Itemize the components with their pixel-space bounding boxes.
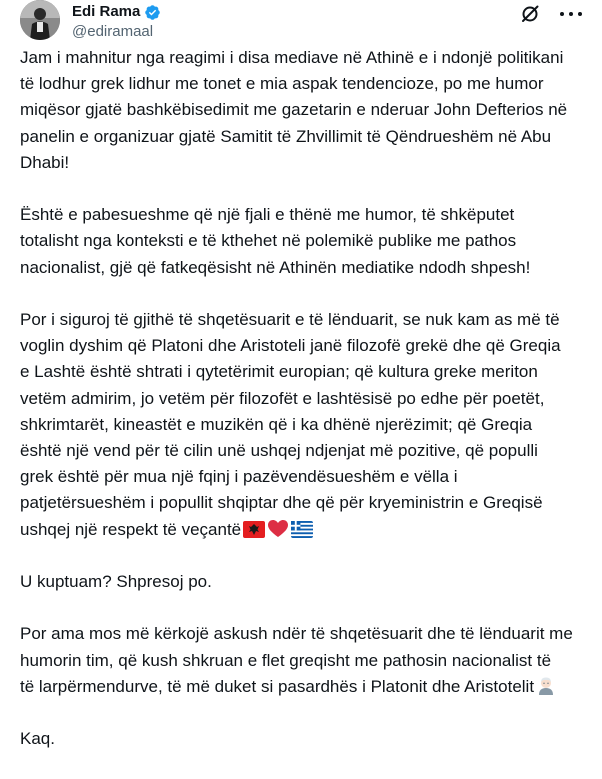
tweet-header: [20, 0, 582, 48]
tweet-paragraph: Është e pabesueshme që një fjali e thënë me humor, të shkëputet totalisht nga konteksti e të kthehet në polemikë publike me pathos nacionalist, gjë që fatkeqësisht në Athinën mediatike ndodh shpesh!: [20, 205, 531, 277]
grok-icon[interactable]: [520, 4, 540, 24]
tweet-paragraph: Jam i mahnitur nga reagimi i disa mediave në Athinë e i ndonjë politikani të lodhur grek lidhur me tonet e mia aspak tendencioze, po me humor miqësor gjatë bashkëbisedimit me gazetarin e nderuar John Defterios në panelin e organizuar gjatë Samitit të Zhvillimit të Qëndrueshëm në Abu Dhabi!: [20, 48, 568, 172]
more-dot: [560, 12, 564, 16]
greece-flag-icon: [291, 521, 313, 538]
albania-flag-icon: [243, 521, 265, 538]
avatar-photo-icon: [20, 0, 60, 40]
tweet-text: [20, 45, 586, 779]
man-emoji-icon: [536, 675, 556, 695]
author-display-name[interactable]: Edi Rama: [72, 3, 141, 20]
tweet-paragraph-with-emojis: [20, 307, 586, 543]
more-dot: [569, 12, 573, 16]
author-name-row: [72, 2, 161, 22]
more-options-icon[interactable]: [560, 4, 582, 24]
more-dot: [578, 12, 582, 16]
tweet-paragraph: Kaq.: [20, 729, 55, 749]
tweet-paragraph-with-emoji: [20, 621, 586, 700]
author-handle[interactable]: @ediramaal: [72, 23, 154, 40]
red-heart-icon: [267, 519, 289, 538]
tweet-paragraph-text: Por ama mos më kërkojë askush ndër të shqetësuarit dhe të lënduarit me humorin tim, që kush shkruan e flet greqisht me pathosin nacionalist të të larpërmendurve, të më duket si pasardhës i Platonit dhe Aristotelit: [20, 624, 573, 696]
tweet-paragraph: U kuptuam? Shpresoj po.: [20, 572, 212, 592]
verified-badge-icon[interactable]: [144, 4, 161, 21]
tweet-paragraph-text: Por i siguroj të gjithë të shqetësuarit e të lënduarit, se nuk kam as më të voglin dyshim që Platoni dhe Aristoteli janë filozofë grekë dhe që Greqia e Lashtë është shtrati i qytetërimit europian; që kultura greke meriton vetëm admirim, jo vetëm për filozofët e lashtësisë po edhe për poetët, shkrimtarët, kineastët e muzikën që i ka dhënë njerëzimit; që Greqia është një vend për të cilin unë ushqej ndjenjat më pozitive, që populli grek është për mua një fqinj i pazëvendësueshëm e vëlla i patjetërsueshëm i popullit shqiptar dhe që për kryeministrin e Greqisë ushqej një respekt të veçantë: [20, 310, 561, 539]
author-avatar[interactable]: [20, 0, 60, 40]
